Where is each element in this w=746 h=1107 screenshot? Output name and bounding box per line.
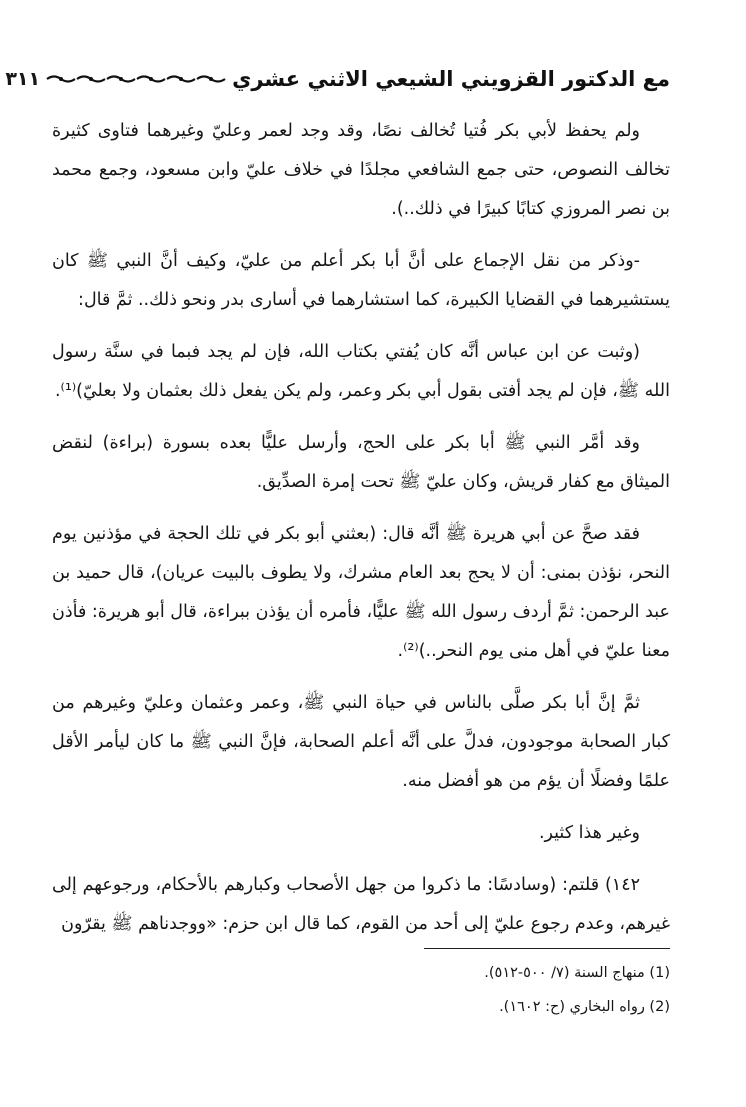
paragraph: ١٤٢) قلتم: (وسادسًا: ما ذكروا من جهل الأصحاب وكبارهم بالأحكام، ورجوعهم إلى غيرهم، وعدم رجوع عليّ إلى أحد من القوم، كما قال ابن حزم: «ووجدناهم ﷺ يقرّون: [52, 875, 670, 934]
page-number: ٣١١: [5, 68, 41, 90]
ornament-segment: [76, 73, 106, 85]
paragraph: (وثبت عن ابن عباس أنَّه كان يُفتي بكتاب الله، فإن لم يجد فبما في سنَّة رسول الله ﷺ، فإن لم يجد أفتى بقول أبي بكر وعمر، ولم يكن يفعل ذلك بعثمان ولا بعليّ)⁽¹⁾.: [52, 342, 670, 401]
footnotes: [52, 956, 670, 1024]
running-header: [5, 62, 670, 96]
paragraph: فقد صحَّ عن أبي هريرة ﷺ أنَّه قال: (بعثني أبو بكر في تلك الحجة في مؤذنين يوم النحر، نؤذن بمنى: أن لا يحج بعد العام مشرك، ولا يطوف بالبيت عريان)، قال حميد بن عبد الرحمن: ثمَّ أردف رسول الله ﷺ عليًّا، فأمره أن يؤذن ببراءة، قال أبو هريرة: فأذن معنا عليّ في أهل منى يوم النحر..)⁽²⁾.: [52, 524, 670, 661]
ornament-segment: [136, 73, 166, 85]
ornament-segment: [106, 73, 136, 85]
paragraph: ثمَّ إنَّ أبا بكر صلَّى بالناس في حياة النبي ﷺ، وعمر وعثمان وعليّ وغيرهم من كبار الصحابة موجودون، فدلَّ على أنَّه أعلم الصحابة، فإنَّ النبي ﷺ ما كان ليأمر الأقل علمًا وفضلًا أن يؤم من هو أفضل منه.: [52, 693, 670, 791]
footnote-separator: [424, 948, 670, 949]
paragraph: وغير هذا كثير.: [538, 823, 640, 843]
header-title: مع الدكتور القزويني الشيعي الاثني عشري: [232, 67, 670, 91]
header-ornament: [40, 69, 232, 89]
main-text: [52, 112, 670, 957]
ornament-segment: [166, 73, 196, 85]
paragraph: وقد أمَّر النبي ﷺ أبا بكر على الحج، وأرسل عليًّا بعده بسورة (براءة) لنقض الميثاق مع كفار قريش، وكان عليّ ﷺ تحت إمرة الصدِّيق.: [52, 433, 670, 492]
paragraph: ولم يحفظ لأبي بكر فُتيا تُخالف نصًا، وقد وجد لعمر وعليّ وغيرهما فتاوى كثيرة تخالف النصوص، حتى جمع الشافعي مجلدًا في خلاف عليّ وابن مسعود، وجمع محمد بن نصر المروزي كتابًا كبيرًا في ذلك..).: [52, 121, 670, 219]
footnote: (1) منهاج السنة (٧/ ٥٠٠-٥١٢).: [484, 965, 670, 981]
footnote: (2) رواه البخاري (ح: ١٦٠٢).: [499, 999, 670, 1015]
paragraph: -وذكر من نقل الإجماع على أنَّ أبا بكر أعلم من عليّ، وكيف أنَّ النبي ﷺ كان يستشيرهما في القضايا الكبيرة، كما استشارهما في أسارى بدر ونحو ذلك.. ثمَّ قال:: [52, 251, 670, 310]
ornament-segment: [196, 73, 226, 85]
ornament-segment: [46, 73, 76, 85]
